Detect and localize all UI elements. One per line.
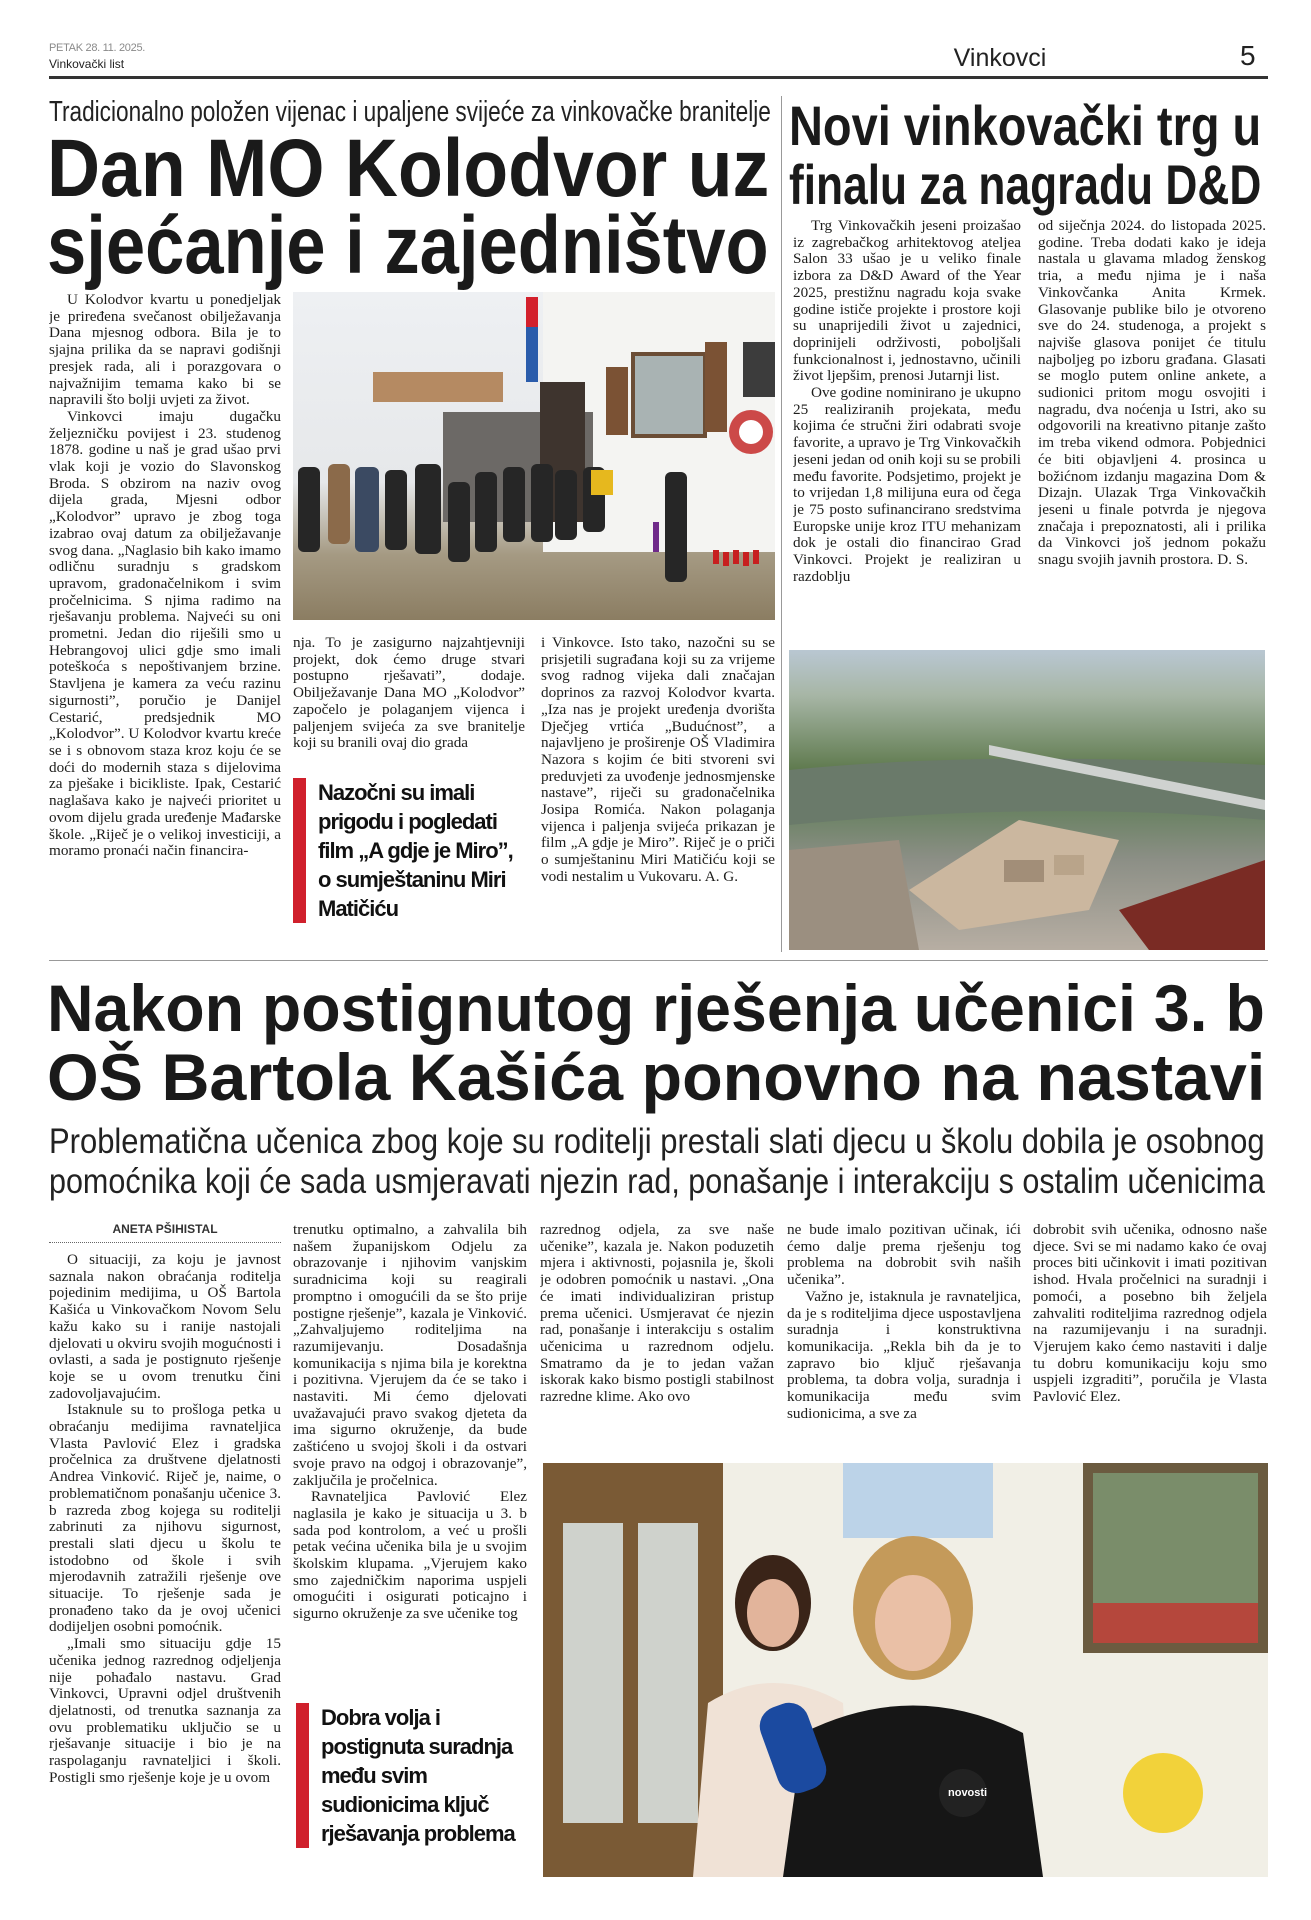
article2-column-1 <box>793 218 1021 642</box>
section-title: Vinkovci <box>953 44 1047 72</box>
article2-column-2 <box>1038 218 1266 642</box>
paragraph: „Imali smo situaciju gdje 15 učenika jednog razrednog odjeljenja nije pohađalo nastavu. Grad Vinkovci, Upravni odjel društvenih djelatnosti, od trenutka saznanja za ovu problematiku uključio se u rješavanje situacije i bio je na raspolaganju ravnateljici i školi. Postigli smo rješenje koje je u ovom <box>49 1635 281 1786</box>
article3-subtitle-line1-box <box>49 1122 1265 1162</box>
article1-title-line1-box <box>47 123 770 214</box>
article3-subtitle: pomoćnika koji će sada usmjeravati njezin rad, ponašanje i interakciju s ostalim učenicima <box>49 1162 1265 1201</box>
article3-title: OŠ Bartola Kašića ponovno na nastavi <box>47 1040 1266 1114</box>
paragraph: razrednog odjela, za sve naše učenike”, kazala je. Nakon poduzetih mjera i aktivnosti, pojasnila je, školi je odobren pomoćnik u nastavi. „Ona će imati individualiziran pristup prema učenici. Usmjeravat će njezin rad, ponašanje i interakciju s ostalim učenicima u razrednom odjelu. Smatramo da je to jedan važan iskorak kako bismo postigli stabilnost razredne klime. Ako ovo <box>540 1222 774 1406</box>
aerial-illustration <box>789 650 1265 950</box>
article1-title-line2-box <box>47 200 769 291</box>
article3-title-line2-box <box>47 1040 1266 1114</box>
paragraph: Istaknule su to prošloga petka u obraćanju medijima ravnateljica Vlasta Pavlović Elez i gradska pročelnica za društvene djelatnosti Andrea Vinković. Riječ je, naime, o problematičnom ponašanju učenice 3. b razreda zbog kojega su roditelji zabrinuti za njihovu sigurnost, prestali slati djecu u školu te istodobno od škole i svih mjerodavnih zatražili rješenje ove situacije. To rješenje sada je pronađeno tako da je ovoj učenici dodijeljen osobni pomoćnik. <box>49 1401 281 1636</box>
ceremony-illustration <box>293 292 775 620</box>
article2-title: Novi vinkovački trg u <box>789 94 1262 157</box>
article3-column-2 <box>293 1222 527 1692</box>
article3-column-4 <box>787 1222 1021 1444</box>
page-number: 5 <box>1240 40 1256 71</box>
aerial-square-photo <box>789 650 1265 950</box>
article3-title: Nakon postignutog rješenja učenici 3. b <box>47 971 1265 1045</box>
paragraph: ne bude imalo pozitivan učinak, ići ćemo dalje prema rješenju tog problema na dobrobit svih naših učenika”. <box>787 1222 1021 1289</box>
section-divider <box>49 960 1268 961</box>
issue-date: PETAK 28. 11. 2025. <box>49 42 146 54</box>
paragraph: i Vinkovce. Isto tako, nazočni su se prisjetili sugrađana koji su za vrijeme svog radnog vijeka dali značajan doprinos za razvoj Kolodvor kvarta. „Iza nas je projekt uređenja dvorišta Dječjeg vrtića „Budućnost”, a najavljeno je proširenje OŠ Vladimira Nazora s kojim će biti stvoreni svi preduvjeti za uvođenje jednosmjenske nastave”, riječi su gradonačelnika Josipa Romića. Nakon polaganja vijenca i paljenja svijeća prikazan je film „A gdje je Miro”. Riječ je o priči o sumještaninu Miri Matičiću koji se vodi nestalim u Vukovaru. A. G. <box>541 635 775 885</box>
article1-kicker: Tradicionalno položen vijenac i upaljene svijeće za vinkovačke branitelje <box>49 96 771 128</box>
article3-subtitle: Problematična učenica zbog koje su roditelji prestali slati djecu u školu dobila je osobnog <box>49 1122 1265 1161</box>
interview-illustration <box>543 1463 1268 1877</box>
paragraph: dobrobit svih učenika, odnosno naše djece. Svi se mi nadamo kako će ovaj proces biti učinkovit i imati pozitivan ishod. Hvala pročelnici na suradnji i pomoći, a posebno bih željela zahvaliti roditeljima razrednog odjela na razumijevanju i na suradnji. Vjerujem kako ćemo nastaviti i dalje tu dobru komunikaciju koju smo uspjeli izgraditi”, poručila je Vlasta Pavlović Elez. <box>1033 1222 1267 1406</box>
paragraph: U Kolodvor kvartu u ponedjeljak je priređena svečanost obilježavanja Dana mjesnog odbora. Bila je to sjajna prilika da se napravi godišnji presjek rada, ali i porazgovara o najvažnijim temama kako bi se napravili što bolji uvjeti za život. <box>49 292 281 409</box>
article3-subtitle-line2-box <box>49 1162 1265 1202</box>
column-divider <box>781 96 782 952</box>
paragraph: nja. To je zasigurno najzahtjevniji projekt, dok ćemo druge stvari postupno rješavati”, dodaje. Obilježavanje Dana MO „Kolodvor” započelo je polaganjem vijenca i paljenjem svijeća za sve branitelje koji su branili ovaj dio grada <box>293 635 525 752</box>
header-rule <box>49 76 1268 79</box>
article2-title-line1-box <box>789 94 1262 157</box>
article3-column-3 <box>540 1222 774 1444</box>
article1-title: Dan MO Kolodvor uz <box>47 123 770 214</box>
paragraph: Vinkovci imaju dugačku željezničku povijest i 23. studenog 1878. godine u naš je grad ušao prvi vlak koji je vozio do Slavonskog Broda. S obzirom na naziv ovog dijela grada, Mjesni odbor „Kolodvor” upravo je zbog toga izabrao ovaj datum za obilježavanje svog dana. „Naglasio bih kako imamo odličnu suradnju s gradskom upravom, gradonačelnikom i svim pročelnicima. S njima radimo na rješavanju problema. Najveći su oni prometni. Jedan dio riješili smo u Hebrangovoj ulici gdje smo imali poteškoća s nepoštivanjem brzine. Stavljena je kamera za veću razinu sigurnosti”, poručio je Danijel Cestarić, predsjednik MO „Kolodvor”. U Kolodvor kvartu kreće se i s obnovom staza kroz koju će se doći do modernih staza s dijelovima za pješake i bicikliste. Ipak, Cestarić naglašava kako je najveći prioritet u ovom dijelu grada uređenje Mađarske škole. „Riječ je o velikoj investiciji, a moramo pronaći način financira- <box>49 407 281 860</box>
article1-column-2 <box>293 635 525 753</box>
article3-column-1 <box>49 1252 281 1880</box>
article1-column-3 <box>541 635 775 955</box>
article2-title-line2-box <box>789 153 1262 216</box>
article1-pull-quote: Nazočni su imali prigodu i pogledati film „A gdje je Miro”, o sumještaninu Miri Matičiću <box>293 778 525 923</box>
article1-column-1 <box>49 292 281 954</box>
author-byline: ANETA PŠIHISTAL <box>49 1222 281 1243</box>
paragraph: O situaciji, za koju je javnost saznala nakon obraćanja roditelja pojedinim medijima, u OŠ Bartola Kašića u Vinkovačkom Novom Selu kažu kako su i ranije nastojali djelovati u okviru svojih mogućnosti i ovlasti, a sada je postignuto rješenje koje se u ovom trenutku čini zadovoljavajućim. <box>49 1252 281 1402</box>
article3-column-5 <box>1033 1222 1267 1444</box>
mic-logo-text: novosti <box>948 1787 988 1799</box>
paragraph: Trg Vinkovačkih jeseni proizašao iz zagrebačkog arhitektovog ateljea Salon 33 ušao je u veliko finale izbora za D&D Award of the Year 2025, prestižnu nagradu koja svake godine ističe projekte i prostore koji su unaprijedili život u zajednici, doprinijeli održivosti, poboljšali funkcionalnost i, jednostavno, učinili život ljepšim, prenosi Jutarnji list. <box>793 218 1021 385</box>
paragraph: Važno je, istaknula je ravnateljica, da je s roditeljima djece uspostavljena suradnja i konstruktivna komunikacija. „Rekla bih da je to zapravo bio ključ rješavanja problema, ta dobra volja, suradnja i komunikacija među svim sudionicima, a sve za <box>787 1287 1021 1422</box>
article1-title: sjećanje i zajedništvo <box>47 200 769 291</box>
paragraph: trenutku optimalno, a zahvalila bih našem županijskom Odjelu za obrazovanje i njihovim vanjskim suradnicima koji su reagirali promptno i omogućili da se što prije postigne rješenje”, kazala je Vinković. „Zahvaljujemo roditeljima na razumijevanju. Dosadašnja komunikacija s njima bila je korektna i pozitivna. Vjerujem da će se tako i nastaviti. Mi ćemo djelovati uvažavajući pravo svakog djeteta da ima sigurno okruženje, da bude zaštićeno u svojoj školi i da ostvari svoje pravo na odgoj i obrazovanje”, zaključila je pročelnica. <box>293 1222 527 1489</box>
ceremony-photo <box>293 292 775 620</box>
article2-title: finalu za nagradu D&D <box>789 153 1262 216</box>
paragraph: od siječnja 2024. do listopada 2025. godine. Treba dodati kako je ideja nastala u glavama mladog ženskog tria, a među njima je i naša Vinkovčanka Anita Krmek. Glasovanje publike bilo je otvoreno sve do 24. studenoga, a projekt s najviše glasova ponijet će titulu najboljeg po izboru građana. Glasati se moglo putem online ankete, a sudionici pritom mogu osvojiti i nagradu, dva noćenja u Istri, ako su odgovorili na kreativno pitanje zašto im treba vikend odmora. Pobjednici će biti objavljeni 4. prosinca u božićnom izdanju magazina Dom & Dizajn. Ulazak Trga Vinkovačkih jeseni u finale potvrda je njegova značaja i prepoznatosti, ali i prilika da Vinkovci još jednom pokažu snagu svojih javnih prostora. D. S. <box>1038 218 1266 569</box>
paragraph: Ravnateljica Pavlović Elez naglasila je kako je situacija u 3. b sada pod kontrolom, a već u prošli petak većina učenika bila je u svojim školskim klupama. „Vjerujem kako smo zajedničkim naporima uspjeli omogućiti i osigurati poticajno i sigurno okruženje za sve učenike tog <box>293 1488 527 1623</box>
article3-title-line1-box <box>47 971 1265 1045</box>
school-interview-photo <box>543 1463 1268 1877</box>
newspaper-name: Vinkovački list <box>49 57 125 71</box>
article3-pull-quote: Dobra volja i postignuta suradnja među svim sudionicima ključ rješavanja problema <box>296 1703 528 1848</box>
paragraph: Ove godine nominirano je ukupno 25 realiziranih projekata, među kojima će stručni žiri odabrati svoje favorite, a upravo je Trg Vinkovačkih jeseni jedan od onih koji su se probili među favorite. Podsjetimo, projekt je to vrijedan 1,8 milijuna eura od čega je 75 posto sufinancirano sredstvima Europske unije kroz ITU mehanizam dok je ostali dio financirao Grad Vinkovci. Projekt je realiziran u razdoblju <box>793 384 1021 585</box>
